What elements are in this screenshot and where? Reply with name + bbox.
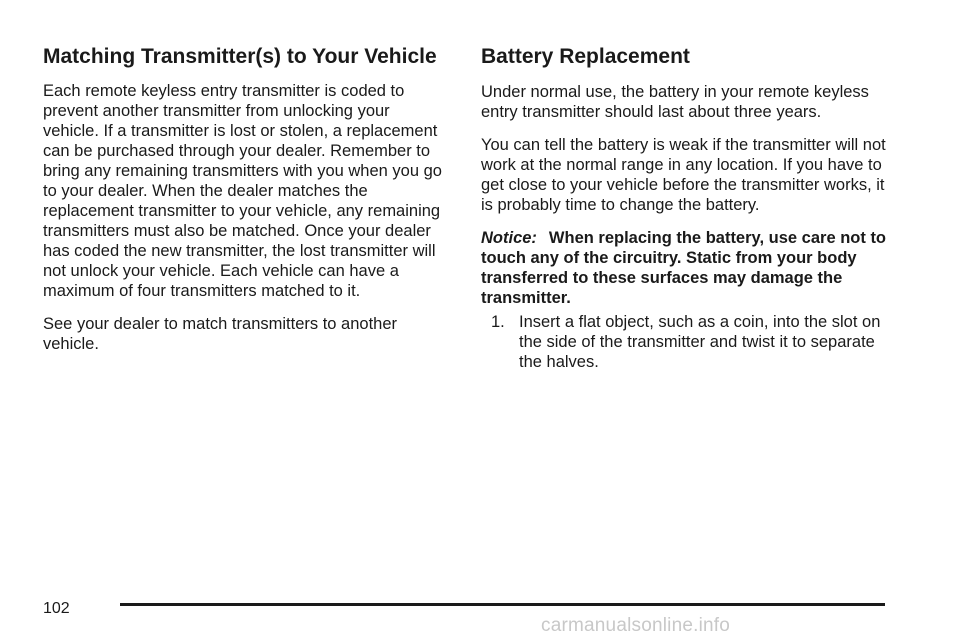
page-number: 102 [43, 600, 70, 617]
notice-text: When replacing the battery, use care not to touch any of the circuitry. Static from your body transferred to these surfaces may damage the transmitter. [481, 229, 887, 307]
right-column [481, 44, 891, 372]
footer-rule [120, 603, 885, 606]
list-item [491, 312, 891, 372]
section-heading-battery-replacement: Battery Replacement [481, 45, 690, 68]
left-column [43, 44, 448, 367]
paragraph-battery-life: Under normal use, the battery in your remote keyless entry transmitter should last about three years. [481, 83, 869, 121]
watermark-text: carmanualsonline.info [541, 615, 731, 636]
paragraph-see-dealer: See your dealer to match transmitters to another vehicle. [43, 315, 398, 353]
paragraph-coding-info: Each remote keyless entry transmitter is coded to prevent another transmitter from unlocking your vehicle. If a transmitter is lost or stolen, a replacement can be purchased through your dealer. Remember to bring any remaining transmitters with you when you go to your dealer. When the dealer matches the replacement transmitter to your vehicle, any remaining transmitters must also be matched. Once your dealer has coded the new transmitter, the lost transmitter will not unlock your vehicle. Each vehicle can have a maximum of four transmitters matched to it. [43, 82, 442, 300]
section-heading-matching-transmitters: Matching Transmitter(s) to Your Vehicle [43, 45, 437, 68]
step-text: Insert a flat object, such as a coin, into the slot on the side of the transmitter and twist it to separate the halves. [519, 313, 881, 371]
notice-label: Notice: [481, 229, 537, 247]
step-number: 1. [491, 313, 505, 331]
steps-list [481, 312, 891, 372]
notice-block [481, 228, 891, 308]
paragraph-weak-battery: You can tell the battery is weak if the transmitter will not work at the normal range in any location. If you have to get close to your vehicle before the transmitter works, it is probably time to change the battery. [481, 136, 886, 214]
